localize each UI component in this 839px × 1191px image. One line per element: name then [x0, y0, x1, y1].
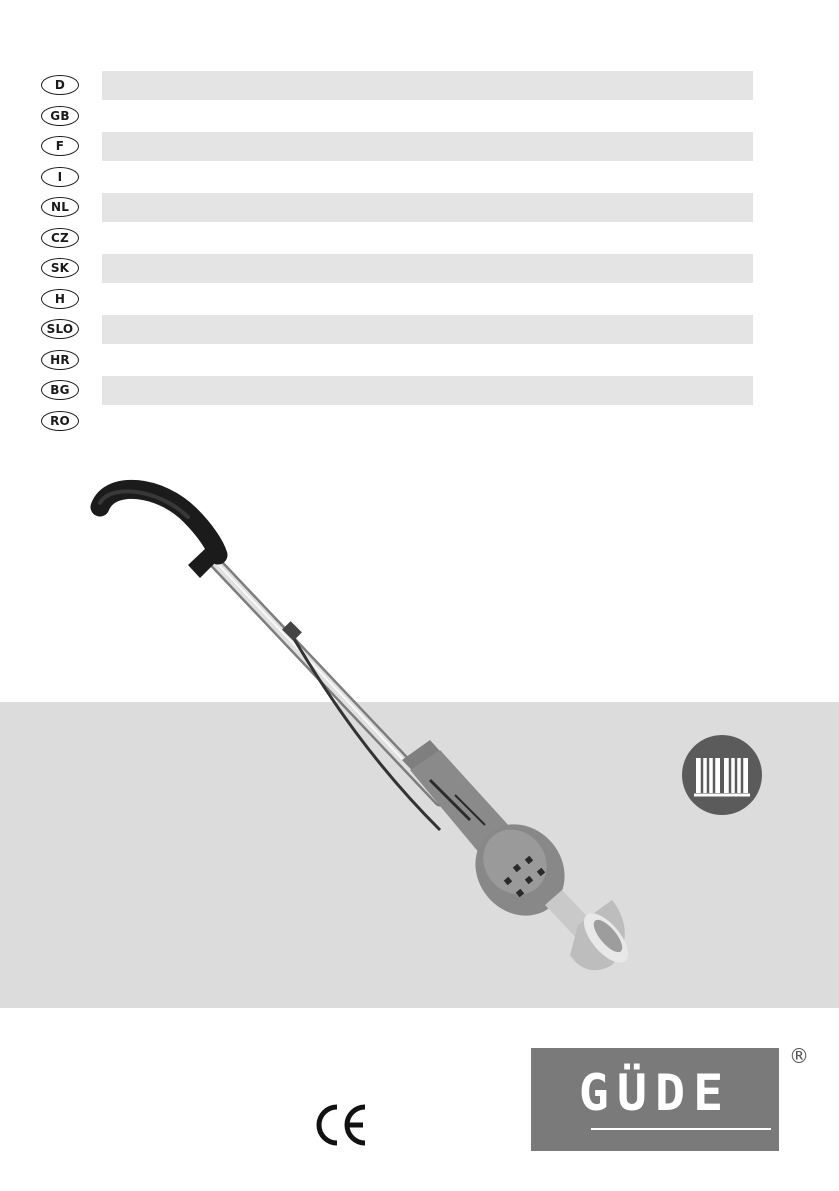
- language-code-badge: I: [41, 167, 79, 187]
- brand-name: GÜDE: [578, 1064, 732, 1122]
- language-code-badge: F: [41, 136, 79, 156]
- language-code-badge: SK: [41, 258, 79, 278]
- language-code-badge: CZ: [41, 228, 79, 248]
- ce-mark-icon: [313, 1103, 369, 1147]
- language-code-badge: BG: [41, 380, 79, 400]
- registered-mark: ®: [789, 1044, 809, 1068]
- language-code-badge: NL: [41, 197, 79, 217]
- brand-logo: [531, 1048, 779, 1151]
- language-code-badge: RO: [41, 411, 79, 431]
- language-code-badge: D: [41, 75, 79, 95]
- language-code-badge: SLO: [41, 319, 79, 339]
- open-book-icon: [682, 735, 762, 815]
- language-code-badge: H: [41, 289, 79, 309]
- language-code-badge: HR: [41, 350, 79, 370]
- language-code-badge: GB: [41, 106, 79, 126]
- read-manual-icon: [682, 735, 762, 815]
